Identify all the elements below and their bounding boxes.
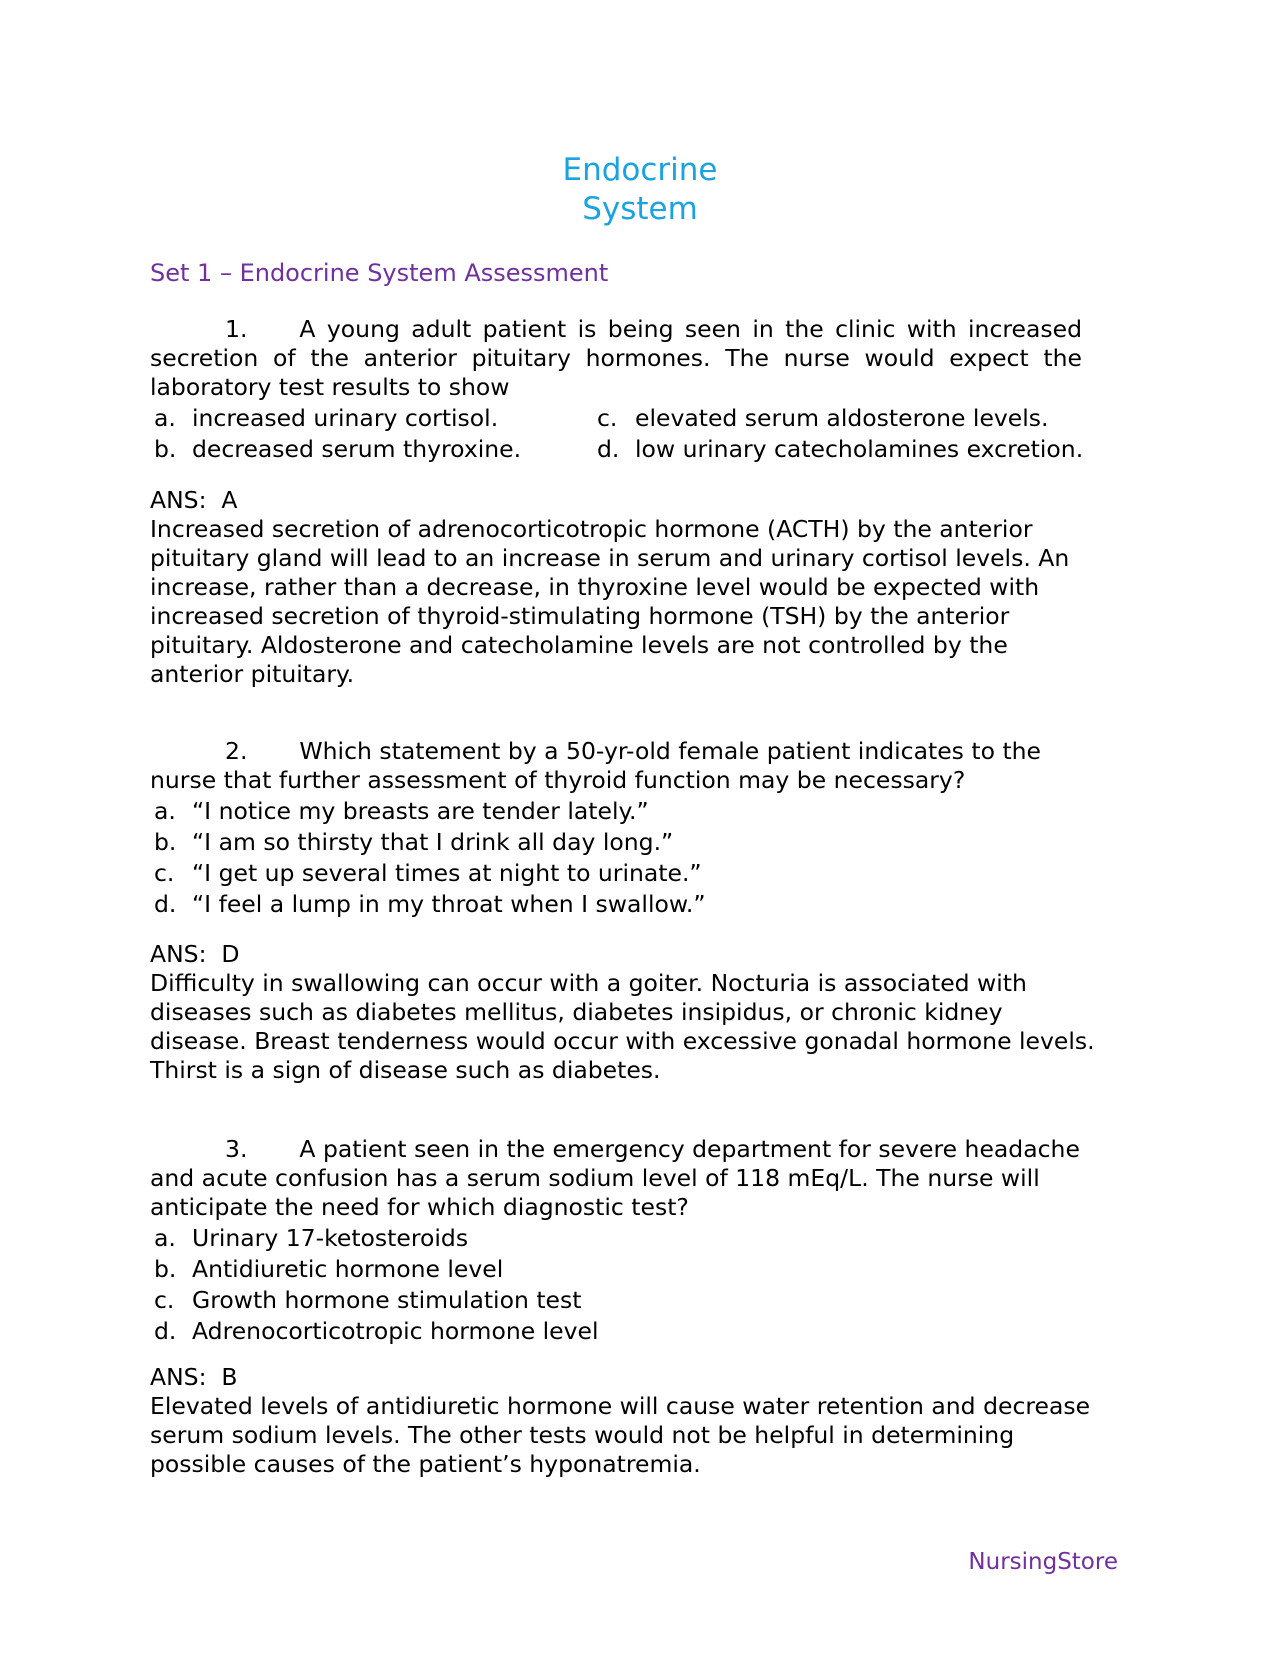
option-text: “I feel a lump in my throat when I swallow.” [192, 890, 706, 918]
option-text: elevated serum aldosterone levels. [635, 404, 1049, 432]
answer-label: ANS: A [150, 486, 238, 514]
option-c [593, 404, 1093, 433]
option-letter: c. [154, 859, 175, 887]
document-title-line2: System [582, 191, 698, 227]
option-letter: b. [154, 435, 177, 463]
answer-rationale: Increased secretion of adrenocorticotropic hormone (ACTH) by the anterior pituitary gland will lead to an increase in serum and urinary cortisol levels. An increase, rather than a decrease, in thyroxine level would be expected with increased secretion of thyroid-stimulating hormone (TSH) by the anterior pituitary. Aldosterone and catecholamine levels are not controlled by the anterior pituitary. [150, 515, 1070, 688]
option-letter: c. [154, 1286, 175, 1314]
option-letter: d. [597, 435, 620, 463]
option-letter: d. [154, 1317, 177, 1345]
option-text: “I get up several times at night to urinate.” [192, 859, 702, 887]
question-stem [150, 737, 1082, 795]
set-heading: Set 1 – Endocrine System Assessment [150, 259, 609, 287]
option-c [150, 1286, 1082, 1315]
option-letter: b. [154, 1255, 177, 1283]
question-number: 1. [225, 315, 248, 343]
option-b [150, 1255, 1082, 1284]
option-text: “I notice my breasts are tender lately.” [192, 797, 649, 825]
option-d [593, 435, 1093, 464]
option-a [150, 404, 593, 433]
answer-block-2 [150, 940, 1100, 1085]
option-letter: b. [154, 828, 177, 856]
option-text: increased urinary cortisol. [192, 404, 499, 432]
option-c [150, 859, 1082, 888]
document-title-line1: Endocrine [562, 152, 718, 188]
option-a [150, 1224, 1082, 1253]
answer-rationale: Difficulty in swallowing can occur with a goiter. Nocturia is associated with diseases such as diabetes mellitus, diabetes insipidus, or chronic kidney disease. Breast tenderness would occur with excessive gonadal hormone levels. Thirst is a sign of disease such as diabetes. [150, 969, 1095, 1084]
options-list [150, 797, 1082, 919]
question-number: 2. [225, 737, 248, 765]
option-letter: d. [154, 890, 177, 918]
question-text: A patient seen in the emergency department for severe headache and acute confusion has a serum sodium level of 118 mEq/L. The nurse will anticipate the need for which diagnostic test? [150, 1135, 1080, 1221]
answer-block-3 [150, 1363, 1100, 1479]
option-text: Urinary 17-ketosteroids [192, 1224, 469, 1252]
option-d [150, 1317, 1082, 1346]
option-d [150, 890, 1082, 919]
question-1 [150, 315, 1082, 464]
question-stem [150, 1135, 1082, 1222]
question-number: 3. [225, 1135, 248, 1163]
option-b [150, 828, 1082, 857]
option-text: low urinary catecholamines excretion. [635, 435, 1084, 463]
answer-label: ANS: B [150, 1363, 238, 1391]
option-text: Adrenocorticotropic hormone level [192, 1317, 599, 1345]
question-text: A young adult patient is being seen in the clinic with increased secretion of the anterior pituitary hormones. The nurse would expect the laboratory test results to show [150, 315, 1082, 401]
question-2 [150, 737, 1082, 919]
option-letter: a. [154, 797, 176, 825]
options-list [150, 1224, 1082, 1346]
option-b [150, 435, 593, 464]
option-text: “I am so thirsty that I drink all day long.” [192, 828, 674, 856]
option-letter: c. [597, 404, 618, 432]
question-text: Which statement by a 50-yr-old female patient indicates to the nurse that further assessment of thyroid function may be necessary? [150, 737, 1042, 794]
option-text: decreased serum thyroxine. [192, 435, 522, 463]
question-stem [150, 315, 1082, 402]
option-letter: a. [154, 1224, 176, 1252]
answer-label: ANS: D [150, 940, 240, 968]
options-grid [150, 404, 1082, 464]
option-text: Growth hormone stimulation test [192, 1286, 582, 1314]
question-3 [150, 1135, 1082, 1346]
footer-brand: NursingStore [968, 1549, 1118, 1575]
option-letter: a. [154, 404, 176, 432]
answer-rationale: Elevated levels of antidiuretic hormone will cause water retention and decrease serum sodium levels. The other tests would not be helpful in determining possible causes of the patient’s hyponatremia. [150, 1392, 1091, 1478]
option-a [150, 797, 1082, 826]
answer-block-1 [150, 486, 1100, 689]
option-text: Antidiuretic hormone level [192, 1255, 504, 1283]
